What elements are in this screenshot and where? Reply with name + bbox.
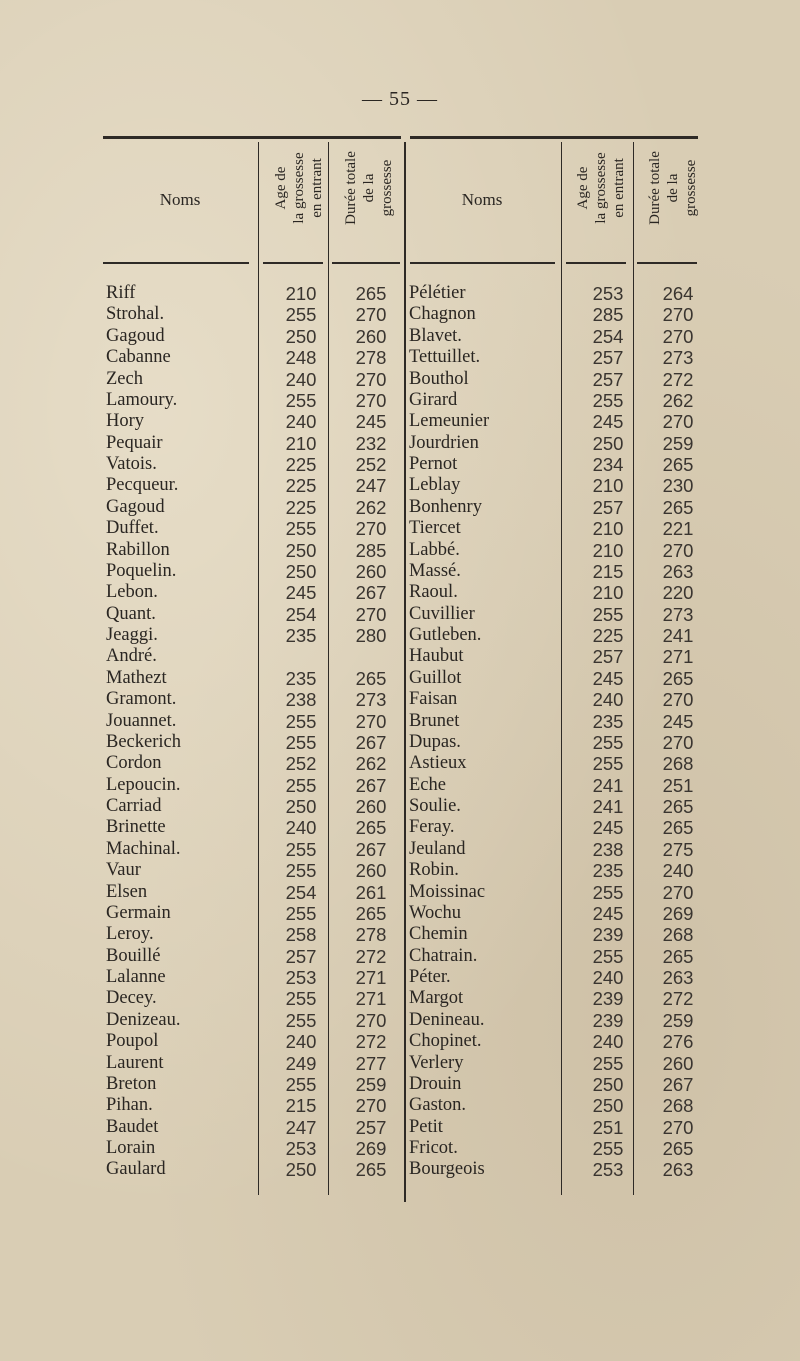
table-cell-age: 249 bbox=[285, 1052, 317, 1074]
table-cell-duree: 269 bbox=[355, 1138, 387, 1159]
table-cell-age: 225 bbox=[285, 496, 317, 518]
table-cell-age: 253 bbox=[285, 1138, 317, 1159]
table-row-name: Péter. bbox=[409, 967, 451, 987]
table-cell-age: 245 bbox=[592, 902, 624, 924]
header-line: en entrant bbox=[309, 158, 325, 218]
header-line: grossesse bbox=[683, 159, 699, 217]
table-cell-age: 225 bbox=[592, 625, 624, 646]
table-cell-duree: 245 bbox=[662, 710, 694, 732]
table-cell-duree: 263 bbox=[662, 1159, 694, 1181]
table-row-name: Brinette bbox=[106, 817, 166, 838]
table-cell-duree: 285 bbox=[355, 539, 387, 561]
table-row-name: Chagnon bbox=[409, 304, 476, 325]
table-cell-age: 255 bbox=[285, 988, 317, 1010]
table-cell-duree: 267 bbox=[355, 731, 387, 753]
table-row-name: Lorain bbox=[106, 1138, 156, 1158]
header-line: Age de bbox=[273, 166, 289, 210]
table-row-name: Elsen bbox=[106, 881, 148, 902]
header-noms-right: Noms bbox=[461, 190, 503, 209]
table-cell-age: 240 bbox=[285, 1031, 317, 1053]
table-cell-duree: 247 bbox=[355, 475, 387, 497]
header-duree-left bbox=[336, 118, 402, 258]
table-cell-age: 245 bbox=[285, 582, 317, 604]
header-age-left bbox=[266, 118, 332, 258]
table-cell-age: 245 bbox=[592, 817, 624, 839]
table-cell-age: 240 bbox=[285, 411, 317, 433]
table-row-name: Astieux bbox=[409, 753, 467, 774]
table-cell-age: 258 bbox=[285, 924, 317, 946]
table-cell-age: 247 bbox=[285, 1116, 317, 1138]
table-row-name: Chatrain. bbox=[409, 945, 478, 966]
table-cell-duree: 265 bbox=[662, 796, 694, 817]
table-cell-age: 238 bbox=[592, 838, 624, 860]
table-cell-age: 225 bbox=[285, 475, 317, 497]
table-cell-age: 248 bbox=[285, 347, 317, 369]
table-cell-duree: 280 bbox=[355, 625, 387, 646]
table-cell-duree: 267 bbox=[355, 838, 387, 860]
header-rule bbox=[410, 262, 555, 264]
table-row-name: Pernot bbox=[409, 454, 458, 474]
table-cell-age: 255 bbox=[592, 603, 624, 625]
table-cell-age: 255 bbox=[285, 1073, 317, 1095]
table-cell-age: 255 bbox=[592, 753, 624, 775]
table-cell-duree: 265 bbox=[355, 817, 387, 839]
table-cell-age: 255 bbox=[285, 518, 317, 540]
table-cell-age: 210 bbox=[592, 539, 624, 561]
table-row-name: Machinal. bbox=[106, 838, 181, 859]
table-cell-age: 245 bbox=[592, 667, 624, 689]
table-cell-duree: 270 bbox=[355, 710, 387, 732]
table-row-name: Poupol bbox=[106, 1031, 159, 1052]
table-row-name: Wochu bbox=[409, 902, 461, 923]
table-cell-age: 253 bbox=[592, 283, 624, 304]
table-row-name: André. bbox=[106, 646, 157, 667]
right-names-column bbox=[409, 283, 559, 1181]
table-cell-age: 239 bbox=[592, 1009, 624, 1031]
table-cell-age: 257 bbox=[592, 496, 624, 518]
table-row-name: Lamoury. bbox=[106, 389, 178, 410]
table-row-name: Vaur bbox=[106, 860, 141, 881]
table-cell-age: 240 bbox=[592, 689, 624, 711]
table-cell-age: 234 bbox=[592, 454, 624, 475]
table-cell-duree: 260 bbox=[355, 860, 387, 882]
table-cell-age: 235 bbox=[285, 625, 317, 646]
table-cell-duree: 276 bbox=[662, 1031, 694, 1053]
table-row-name: Lebon. bbox=[106, 582, 158, 603]
table-row-name: Tiercet bbox=[409, 518, 461, 539]
table-row-name: Gaston. bbox=[409, 1095, 467, 1116]
table-cell-age: 210 bbox=[285, 283, 317, 304]
table-row-name: Soulie. bbox=[409, 796, 461, 816]
table-cell-duree: 270 bbox=[662, 1116, 694, 1138]
table-row-name: Gramont. bbox=[106, 689, 177, 710]
table-row-name: Dupas. bbox=[409, 731, 461, 752]
table-cell-age: 250 bbox=[285, 539, 317, 561]
table-cell-duree: 220 bbox=[662, 582, 694, 604]
table-row-name: Massé. bbox=[409, 560, 461, 581]
table-cell-age: 250 bbox=[285, 560, 317, 582]
table-cell-duree: 260 bbox=[355, 560, 387, 582]
header-line: Durée totale bbox=[647, 151, 663, 225]
table-row-name: Lalanne bbox=[106, 967, 166, 987]
table-row-name: Cuvillier bbox=[409, 603, 475, 624]
table-row-name: Decey. bbox=[106, 988, 157, 1009]
table-row-name: Leblay bbox=[409, 475, 461, 496]
table-row-name: Cabanne bbox=[106, 347, 171, 368]
header-line: la grossesse bbox=[291, 152, 307, 224]
table-row-name: Labbé. bbox=[409, 539, 460, 560]
table-cell-age: 210 bbox=[592, 582, 624, 604]
table-cell-duree: 245 bbox=[355, 411, 387, 433]
table-row-name: Pélétier bbox=[409, 283, 466, 303]
table-row-name: Denineau. bbox=[409, 1009, 485, 1030]
table-row-name: Lemeunier bbox=[409, 411, 490, 432]
table-cell-duree: 270 bbox=[355, 368, 387, 390]
table-cell-age: 257 bbox=[592, 347, 624, 369]
table-cell-age: 240 bbox=[592, 1031, 624, 1053]
header-line: grossesse bbox=[379, 159, 395, 217]
table-row-name: Jourdrien bbox=[409, 432, 479, 453]
table-cell-age: 255 bbox=[285, 860, 317, 882]
table-cell-age: 210 bbox=[592, 475, 624, 497]
table-row-name: Carriad bbox=[106, 796, 162, 816]
table-row-name: Raoul. bbox=[409, 582, 458, 603]
table-cell-age: 255 bbox=[592, 881, 624, 903]
table-cell-age: 255 bbox=[285, 710, 317, 732]
table-cell-age: 254 bbox=[285, 881, 317, 903]
table-cell-duree: 270 bbox=[662, 689, 694, 711]
table-cell-duree: 272 bbox=[355, 945, 387, 967]
table-cell-age: 238 bbox=[285, 689, 317, 711]
table-row-name: Jouannet. bbox=[106, 710, 177, 731]
table-cell-duree: 261 bbox=[355, 881, 387, 903]
table-cell-duree: 269 bbox=[662, 902, 694, 924]
header-line: la grossesse bbox=[593, 152, 609, 224]
table-cell-duree: 277 bbox=[355, 1052, 387, 1074]
table-cell-age: 255 bbox=[285, 838, 317, 860]
table-cell-age: 250 bbox=[285, 325, 317, 347]
table-row-name: Poquelin. bbox=[106, 560, 177, 581]
table-row-name: Vatois. bbox=[106, 454, 157, 474]
table-cell-age: 240 bbox=[285, 817, 317, 839]
table-cell-age bbox=[271, 646, 331, 667]
table-cell-duree: 252 bbox=[355, 454, 387, 475]
table-cell-duree: 232 bbox=[355, 432, 387, 454]
table-cell-duree: 270 bbox=[662, 731, 694, 753]
table-cell-age: 255 bbox=[285, 731, 317, 753]
table-cell-duree: 270 bbox=[662, 411, 694, 433]
table-cell-duree: 267 bbox=[355, 582, 387, 604]
table-cell-duree: 270 bbox=[662, 304, 694, 326]
table-row-name: Beckerich bbox=[106, 731, 181, 752]
table-cell-duree: 273 bbox=[662, 347, 694, 369]
table-row-name: Germain bbox=[106, 902, 171, 923]
table-cell-duree: 270 bbox=[355, 304, 387, 326]
table-cell-age: 239 bbox=[592, 924, 624, 946]
left-names-column bbox=[106, 283, 256, 1181]
table-cell-duree: 270 bbox=[355, 1095, 387, 1117]
table-cell-duree: 265 bbox=[662, 667, 694, 689]
table-row-name: Chemin bbox=[409, 924, 468, 945]
table-cell-duree: 271 bbox=[662, 646, 694, 668]
table-cell-duree: 270 bbox=[662, 325, 694, 347]
header-line: de la bbox=[665, 173, 681, 203]
table-cell-age: 255 bbox=[285, 1009, 317, 1031]
table-cell-duree: 267 bbox=[355, 774, 387, 796]
table-cell-age: 245 bbox=[592, 411, 624, 433]
table-cell-duree: 251 bbox=[662, 774, 694, 796]
header-rule bbox=[103, 262, 249, 264]
table-cell-duree: 240 bbox=[662, 860, 694, 882]
column-divider bbox=[404, 142, 406, 1202]
table-cell-age: 235 bbox=[592, 710, 624, 732]
table-cell-age: 240 bbox=[592, 967, 624, 988]
table-row-name: Pecqueur. bbox=[106, 475, 179, 496]
table-row-name: Eche bbox=[409, 774, 446, 795]
table-cell-duree: 260 bbox=[355, 796, 387, 817]
table-cell-age: 255 bbox=[592, 389, 624, 411]
table-cell-duree: 260 bbox=[662, 1052, 694, 1074]
header-rule bbox=[332, 262, 400, 264]
table-row-name: Faisan bbox=[409, 689, 458, 710]
table-cell-duree: 270 bbox=[662, 881, 694, 903]
table-cell-duree: 271 bbox=[355, 988, 387, 1010]
table-cell-age: 255 bbox=[592, 945, 624, 967]
table-row-name: Jeuland bbox=[409, 838, 466, 859]
table-cell-age: 257 bbox=[592, 646, 624, 668]
table-cell-age: 215 bbox=[592, 560, 624, 582]
table-row-name: Haubut bbox=[409, 646, 464, 667]
header-line: en entrant bbox=[611, 158, 627, 218]
table-cell-age: 253 bbox=[592, 1159, 624, 1181]
table-cell-duree: 270 bbox=[355, 518, 387, 540]
table-cell-age: 239 bbox=[592, 988, 624, 1010]
header-duree-right bbox=[640, 118, 706, 258]
table-row-name: Leroy. bbox=[106, 924, 154, 945]
table-row-name: Blavet. bbox=[409, 325, 462, 346]
table-cell-duree: 259 bbox=[662, 1009, 694, 1031]
table-cell-duree: 262 bbox=[355, 496, 387, 518]
table-cell-duree: 265 bbox=[355, 667, 387, 689]
table-cell-duree: 262 bbox=[355, 753, 387, 775]
table-cell-duree: 271 bbox=[355, 967, 387, 988]
table-cell-age: 225 bbox=[285, 454, 317, 475]
table-cell-age: 250 bbox=[285, 796, 317, 817]
table-cell-duree: 273 bbox=[355, 689, 387, 711]
table-cell-duree: 265 bbox=[662, 454, 694, 475]
table-row-name: Mathezt bbox=[106, 667, 167, 688]
table-row-name: Rabillon bbox=[106, 539, 170, 560]
table-row-name: Baudet bbox=[106, 1116, 159, 1137]
table-cell-age: 255 bbox=[592, 1138, 624, 1159]
table-cell-duree: 272 bbox=[662, 988, 694, 1010]
table-cell-age: 252 bbox=[285, 753, 317, 775]
table-cell-duree: 259 bbox=[662, 432, 694, 454]
header-rule bbox=[263, 262, 323, 264]
table-cell-age: 255 bbox=[285, 304, 317, 326]
table-cell-duree: 265 bbox=[662, 817, 694, 839]
table-cell-age: 255 bbox=[285, 774, 317, 796]
table-cell-age: 235 bbox=[592, 860, 624, 882]
table-cell-age: 255 bbox=[592, 731, 624, 753]
table-row-name: Drouin bbox=[409, 1073, 462, 1094]
table-cell-duree: 268 bbox=[662, 1095, 694, 1117]
header-line: Durée totale bbox=[343, 151, 359, 225]
table-cell-age: 250 bbox=[592, 1095, 624, 1117]
left-duree-column bbox=[341, 283, 401, 1181]
right-duree-column bbox=[648, 283, 708, 1181]
table-row-name: Bourgeois bbox=[409, 1159, 485, 1180]
table-row-name: Fricot. bbox=[409, 1138, 458, 1158]
header-line: de la bbox=[361, 173, 377, 203]
column-divider bbox=[258, 142, 259, 1195]
table-row-name: Gagoud bbox=[106, 325, 165, 346]
table-cell-age: 210 bbox=[285, 432, 317, 454]
right-age-column bbox=[578, 283, 638, 1181]
table-cell-duree: 268 bbox=[662, 753, 694, 775]
table-cell-age: 254 bbox=[592, 325, 624, 347]
table-cell-duree: 275 bbox=[662, 838, 694, 860]
table-cell-duree: 263 bbox=[662, 560, 694, 582]
table-row-name: Laurent bbox=[106, 1052, 164, 1073]
table-cell-age: 241 bbox=[592, 774, 624, 796]
table-cell-duree: 270 bbox=[355, 603, 387, 625]
table-cell-duree: 259 bbox=[355, 1073, 387, 1095]
table-row-name: Bouillé bbox=[106, 945, 161, 966]
table-cell-duree: 265 bbox=[355, 902, 387, 924]
table-row-name: Petit bbox=[409, 1116, 443, 1137]
header-noms-left: Noms bbox=[159, 190, 201, 209]
table-row-name: Bonhenry bbox=[409, 496, 482, 517]
table-cell-duree: 267 bbox=[662, 1073, 694, 1095]
table-row-name: Lepoucin. bbox=[106, 774, 181, 795]
table-cell-age: 255 bbox=[285, 902, 317, 924]
table-cell-age: 215 bbox=[285, 1095, 317, 1117]
table-cell-age: 210 bbox=[592, 518, 624, 540]
table-cell-duree bbox=[341, 646, 401, 667]
table-row-name: Strohal. bbox=[106, 304, 165, 325]
header-line: Age de bbox=[575, 166, 591, 210]
table-cell-duree: 265 bbox=[662, 945, 694, 967]
table-cell-duree: 263 bbox=[662, 967, 694, 988]
table-row-name: Cordon bbox=[106, 753, 162, 774]
table-row-name: Riff bbox=[106, 283, 136, 303]
table-cell-age: 250 bbox=[592, 1073, 624, 1095]
table-cell-duree: 272 bbox=[662, 368, 694, 390]
table-cell-age: 253 bbox=[285, 967, 317, 988]
table-row-name: Gaulard bbox=[106, 1159, 166, 1180]
table-row-name: Margot bbox=[409, 988, 464, 1009]
table-cell-duree: 268 bbox=[662, 924, 694, 946]
table-row-name: Robin. bbox=[409, 860, 459, 881]
table-row-name: Brunet bbox=[409, 710, 460, 731]
table-row-name: Guillot bbox=[409, 667, 462, 688]
table-cell-duree: 270 bbox=[355, 1009, 387, 1031]
table-row-name: Duffet. bbox=[106, 518, 159, 539]
table-cell-age: 257 bbox=[592, 368, 624, 390]
header-rule bbox=[566, 262, 626, 264]
table-row-name: Jeaggi. bbox=[106, 625, 158, 645]
table-cell-duree: 260 bbox=[355, 325, 387, 347]
table-row-name: Pihan. bbox=[106, 1095, 153, 1116]
table-row-name: Bouthol bbox=[409, 368, 469, 389]
table-cell-duree: 264 bbox=[662, 283, 694, 304]
table-row-name: Girard bbox=[409, 389, 458, 410]
table-cell-age: 250 bbox=[592, 432, 624, 454]
table-cell-age: 257 bbox=[285, 945, 317, 967]
table-row-name: Zech bbox=[106, 368, 143, 389]
table-cell-duree: 265 bbox=[662, 1138, 694, 1159]
table-row-name: Denizeau. bbox=[106, 1009, 181, 1030]
table-row-name: Feray. bbox=[409, 817, 455, 838]
table-cell-duree: 270 bbox=[355, 389, 387, 411]
header-rule bbox=[637, 262, 697, 264]
table-cell-age: 250 bbox=[285, 1159, 317, 1181]
table-cell-duree: 230 bbox=[662, 475, 694, 497]
column-divider bbox=[561, 142, 562, 1195]
table-cell-duree: 265 bbox=[355, 1159, 387, 1181]
table-cell-duree: 272 bbox=[355, 1031, 387, 1053]
table-row-name: Moissinac bbox=[409, 881, 486, 902]
table-cell-age: 241 bbox=[592, 796, 624, 817]
table-row-name: Gutleben. bbox=[409, 625, 482, 645]
table-row-name: Hory bbox=[106, 411, 145, 432]
table-row-name: Tettuillet. bbox=[409, 347, 481, 368]
table-cell-age: 240 bbox=[285, 368, 317, 390]
table-row-name: Chopinet. bbox=[409, 1031, 482, 1052]
table-cell-age: 251 bbox=[592, 1116, 624, 1138]
page-number: — 55 — bbox=[362, 88, 438, 110]
table-row-name: Pequair bbox=[106, 432, 163, 453]
left-age-column bbox=[271, 283, 331, 1181]
table-cell-duree: 278 bbox=[355, 347, 387, 369]
table-cell-duree: 273 bbox=[662, 603, 694, 625]
table-cell-duree: 257 bbox=[355, 1116, 387, 1138]
header-age-right bbox=[568, 118, 634, 258]
table-cell-age: 255 bbox=[285, 389, 317, 411]
table-row-name: Verlery bbox=[409, 1052, 464, 1073]
table-cell-duree: 241 bbox=[662, 625, 694, 646]
table-row-name: Quant. bbox=[106, 603, 156, 624]
table-cell-age: 254 bbox=[285, 603, 317, 625]
table-cell-age: 235 bbox=[285, 667, 317, 689]
table-cell-duree: 262 bbox=[662, 389, 694, 411]
table-cell-age: 255 bbox=[592, 1052, 624, 1074]
table-cell-duree: 265 bbox=[355, 283, 387, 304]
table-row-name: Gagoud bbox=[106, 496, 165, 517]
table-cell-duree: 278 bbox=[355, 924, 387, 946]
table-cell-age: 285 bbox=[592, 304, 624, 326]
table-cell-duree: 270 bbox=[662, 539, 694, 561]
table-cell-duree: 221 bbox=[662, 518, 694, 540]
table-row-name: Breton bbox=[106, 1073, 157, 1094]
table-cell-duree: 265 bbox=[662, 496, 694, 518]
